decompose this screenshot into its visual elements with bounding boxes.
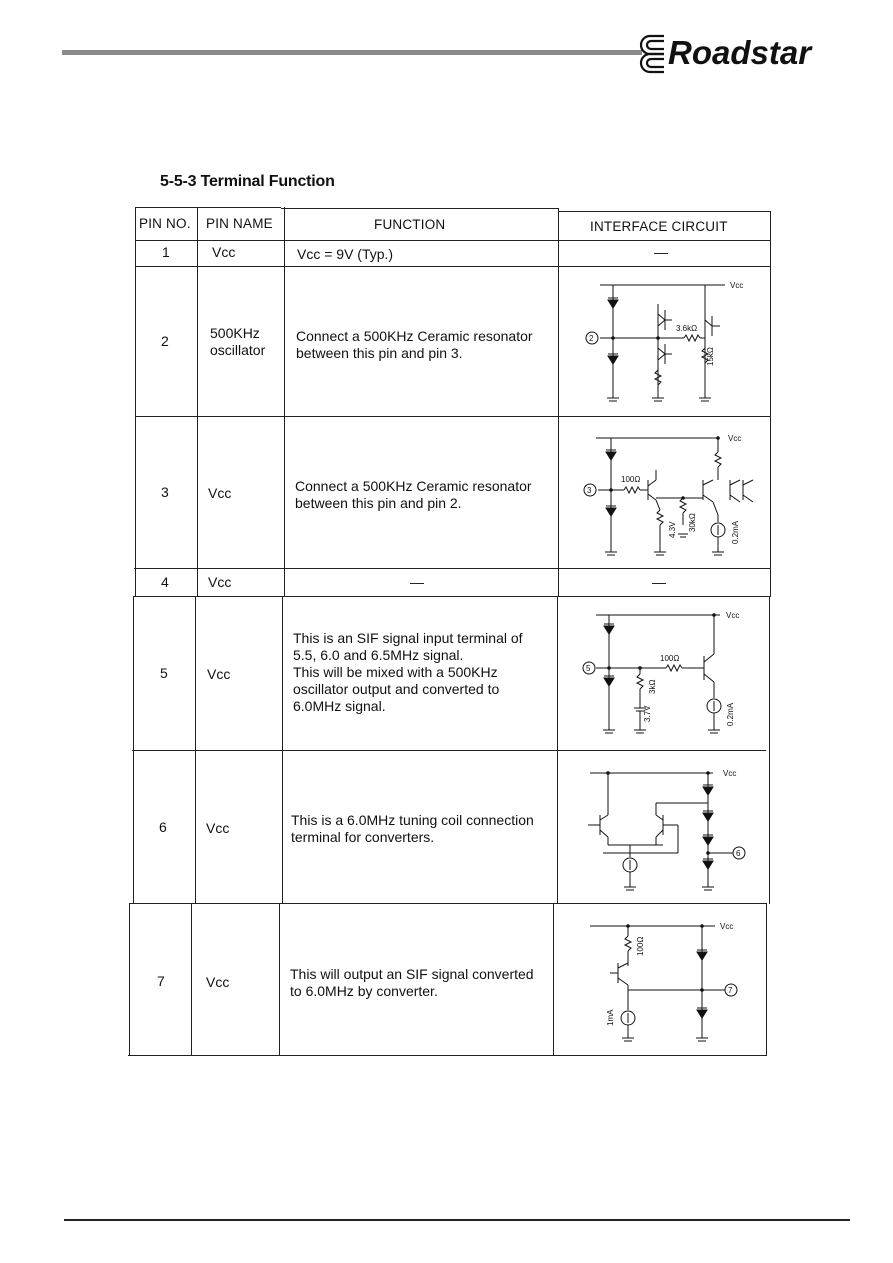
interface-dash: — (652, 574, 666, 590)
svg-text:15kΩ: 15kΩ (706, 347, 715, 366)
logo-wordmark: Roadstar (668, 34, 812, 71)
function-text: Connect a 500KHz Ceramic resonator (295, 478, 532, 494)
header-pin-no: PIN NO. (139, 216, 191, 231)
svg-text:Vcc: Vcc (726, 611, 740, 620)
interface-circuit-pin2 (580, 280, 760, 410)
interface-circuit-pin5 (578, 608, 763, 738)
function-text: 6.0MHz signal. (293, 698, 386, 714)
pin-number: 1 (162, 244, 170, 260)
pin-name: Vcc (208, 574, 232, 590)
svg-text:Vcc: Vcc (720, 922, 734, 931)
svg-text:3.7V: 3.7V (643, 705, 652, 722)
function-text: This is a 6.0MHz tuning coil connection (291, 812, 534, 828)
pin-name: Vcc (206, 974, 230, 990)
function-text: between this pin and pin 2. (295, 495, 462, 511)
interface-circuit-pin3 (578, 430, 763, 560)
function-dash: — (410, 574, 424, 590)
function-text: oscillator output and converted to (293, 681, 500, 697)
function-text: This will output an SIF signal converted (290, 966, 534, 982)
svg-text:3kΩ: 3kΩ (648, 679, 657, 694)
header-pin-name: PIN NAME (206, 216, 273, 231)
header-interface-circuit: INTERFACE CIRCUIT (590, 219, 728, 234)
svg-text:6: 6 (736, 849, 741, 858)
svg-text:100Ω: 100Ω (660, 654, 680, 663)
pin-name: oscillator (210, 342, 266, 358)
svg-text:3: 3 (587, 486, 592, 495)
function-text: to 6.0MHz by converter. (290, 983, 438, 999)
function-text: This is an SIF signal input terminal of (293, 630, 523, 646)
function-text: between this pin and pin 3. (296, 345, 463, 361)
pin-name: Vcc (207, 666, 231, 682)
interface-dash: — (654, 244, 668, 260)
function-text: 5.5, 6.0 and 6.5MHz signal. (293, 647, 464, 663)
svg-text:Vcc: Vcc (723, 769, 737, 778)
section-title: 5-5-3 Terminal Function (160, 173, 335, 190)
header-function: FUNCTION (374, 217, 446, 232)
function-text: This will be mixed with a 500KHz (293, 664, 498, 680)
svg-text:Vcc: Vcc (728, 434, 742, 443)
pin-number: 4 (161, 574, 169, 590)
interface-circuit-pin6 (578, 765, 763, 895)
footer-rule (64, 1219, 850, 1221)
svg-text:100Ω: 100Ω (621, 475, 641, 484)
svg-text:0.2mA: 0.2mA (726, 702, 735, 726)
function-text: Vcc = 9V (Typ.) (297, 246, 394, 262)
interface-circuit-pin7 (580, 918, 765, 1048)
pin-name: Vcc (212, 244, 236, 260)
pin-number: 7 (157, 973, 165, 989)
pin-number: 2 (161, 333, 169, 349)
svg-text:5: 5 (586, 664, 591, 673)
function-text: Connect a 500KHz Ceramic resonator (296, 328, 533, 344)
svg-text:Vcc: Vcc (730, 281, 744, 290)
function-text: terminal for converters. (291, 829, 435, 845)
pin-number: 6 (159, 819, 167, 835)
pin-number: 5 (160, 665, 168, 681)
svg-text:0.2mA: 0.2mA (731, 520, 740, 544)
svg-text:30kΩ: 30kΩ (688, 513, 697, 532)
pin-name: Vcc (206, 820, 230, 836)
svg-text:4.3V: 4.3V (668, 521, 677, 538)
pin-name: 500KHz (210, 325, 260, 341)
svg-text:7: 7 (728, 986, 733, 995)
pin-name: Vcc (208, 485, 232, 501)
svg-text:3.6kΩ: 3.6kΩ (676, 324, 698, 333)
pin-number: 3 (161, 484, 169, 500)
svg-text:100Ω: 100Ω (636, 936, 645, 956)
svg-text:2: 2 (589, 334, 594, 343)
svg-text:1mA: 1mA (606, 1009, 615, 1026)
